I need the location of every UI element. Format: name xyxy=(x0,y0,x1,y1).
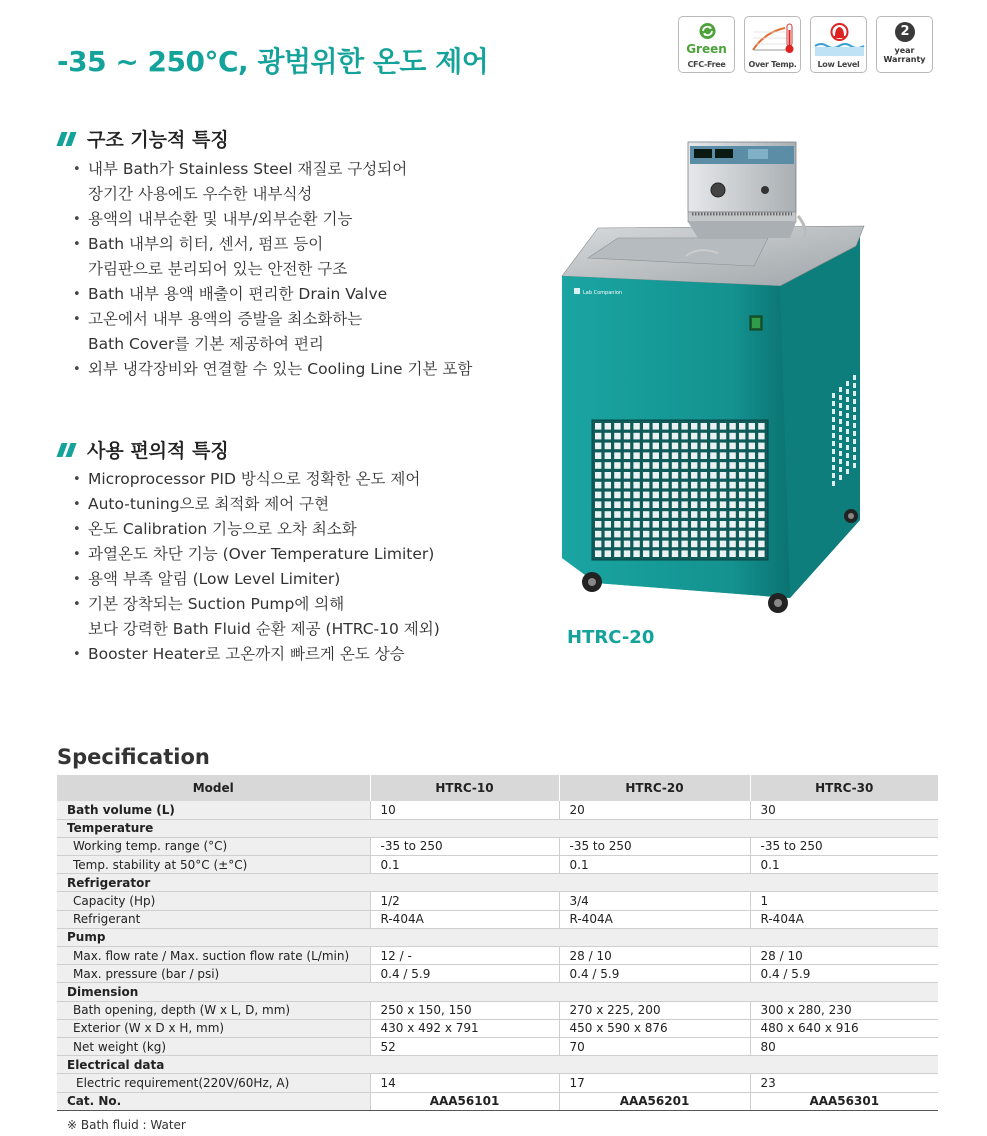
feature-item xyxy=(70,307,472,357)
feature-item xyxy=(70,357,472,382)
feature-item xyxy=(70,642,440,667)
feature-item xyxy=(70,282,472,307)
feature-text: • 온도 Calibration 기능으로 오차 최소화 xyxy=(88,520,357,538)
spec-row-label: Temperature xyxy=(57,819,938,837)
feature-item xyxy=(70,542,440,567)
spec-row xyxy=(57,837,938,855)
spec-row-label: Bath opening, depth (W x L, D, mm) xyxy=(57,1001,370,1019)
spec-cell: -35 to 250 xyxy=(750,837,938,855)
spec-row-label: Exterior (W x D x H, mm) xyxy=(57,1019,370,1037)
spec-cell: 80 xyxy=(750,1037,938,1055)
spec-row-label: Dimension xyxy=(57,983,938,1001)
warranty-line2: Warranty xyxy=(883,55,926,64)
feature-text: • Microprocessor PID 방식으로 정확한 온도 제어 xyxy=(88,470,421,488)
section-convenience-title-text: 사용 편의적 특징 xyxy=(87,440,229,462)
structural-features-list xyxy=(70,157,472,382)
spec-cell: 30 xyxy=(750,801,938,819)
feature-text: • Bath 내부의 히터, 센서, 펌프 등이 xyxy=(88,235,324,253)
spec-cell: 480 x 640 x 916 xyxy=(750,1019,938,1037)
spec-row xyxy=(57,801,938,819)
spec-cell: -35 to 250 xyxy=(559,837,750,855)
spec-row xyxy=(57,892,938,910)
spec-cell: 17 xyxy=(559,1074,750,1092)
feature-text: 가림판으로 분리되어 있는 안전한 구조 xyxy=(88,260,348,278)
section-convenience-title xyxy=(57,436,229,463)
spec-cell: -35 to 250 xyxy=(370,837,559,855)
spec-footnote: ※ Bath fluid : Water xyxy=(67,1118,186,1132)
feature-item xyxy=(70,492,440,517)
badge-green-label: CFC-Free xyxy=(687,60,726,69)
feature-item xyxy=(70,517,440,542)
spec-cell: R-404A xyxy=(750,910,938,928)
spec-row-label: Electrical data xyxy=(57,1056,938,1074)
spec-cell: 0.4 / 5.9 xyxy=(750,965,938,983)
feature-text: • 외부 냉각장비와 연결할 수 있는 Cooling Line 기본 포함 xyxy=(88,360,473,378)
spec-row xyxy=(57,965,938,983)
spec-row xyxy=(57,1074,938,1092)
feature-item xyxy=(70,592,440,642)
spec-cell: 28 / 10 xyxy=(559,947,750,965)
feature-text: 보다 강력한 Bath Fluid 순환 제공 (HTRC-10 제외) xyxy=(88,620,440,638)
spec-row xyxy=(57,856,938,874)
badge-green-cfc-free xyxy=(678,16,735,73)
spec-col-htrc30: HTRC-30 xyxy=(750,775,938,801)
spec-row xyxy=(57,910,938,928)
spec-cell: AAA56301 xyxy=(750,1092,938,1110)
spec-cell: 250 x 150, 150 xyxy=(370,1001,559,1019)
spec-cell: 10 xyxy=(370,801,559,819)
spec-col-model: Model xyxy=(57,775,370,801)
spec-row-label: Max. flow rate / Max. suction flow rate (L/min) xyxy=(57,947,370,965)
feature-text: 장기간 사용에도 우수한 내부식성 xyxy=(88,185,313,203)
spec-col-htrc20: HTRC-20 xyxy=(559,775,750,801)
spec-cell: 20 xyxy=(559,801,750,819)
spec-cell: 1 xyxy=(750,892,938,910)
spec-cell: 14 xyxy=(370,1074,559,1092)
badge-low-level-label: Low Level xyxy=(817,60,860,69)
section-structural-title-text: 구조 기능적 특징 xyxy=(87,129,229,151)
section-marker-icon xyxy=(57,443,77,457)
spec-cell: 0.1 xyxy=(559,856,750,874)
spec-cell: 300 x 280, 230 xyxy=(750,1001,938,1019)
convenience-features-list xyxy=(70,467,440,667)
spec-cell: 0.4 / 5.9 xyxy=(559,965,750,983)
spec-row-label: Refrigerant xyxy=(57,910,370,928)
spec-row xyxy=(57,1001,938,1019)
feature-text: • Bath 내부 용액 배출이 편리한 Drain Valve xyxy=(88,285,388,303)
feature-text: • 내부 Bath가 Stainless Steel 재질로 구성되어 xyxy=(88,160,408,178)
warranty-text xyxy=(877,46,932,64)
feature-text: Bath Cover를 기본 제공하여 편리 xyxy=(88,335,324,353)
spec-cell: 1/2 xyxy=(370,892,559,910)
spec-row xyxy=(57,874,938,892)
spec-cell: R-404A xyxy=(559,910,750,928)
spec-row-label: Refrigerator xyxy=(57,874,938,892)
spec-row xyxy=(57,1037,938,1055)
feature-text: • 용액 부족 알림 (Low Level Limiter) xyxy=(88,570,341,588)
spec-row-label: Net weight (kg) xyxy=(57,1037,370,1055)
feature-text: • 기본 장착되는 Suction Pump에 의해 xyxy=(88,595,345,613)
feature-item xyxy=(70,232,472,282)
spec-row xyxy=(57,947,938,965)
spec-cell: 23 xyxy=(750,1074,938,1092)
feature-item xyxy=(70,567,440,592)
feature-badges xyxy=(678,16,933,73)
feature-text: • 용액의 내부순환 및 내부/외부순환 기능 xyxy=(88,210,353,228)
warranty-line1: year xyxy=(894,46,915,55)
spec-cell: AAA56101 xyxy=(370,1092,559,1110)
section-marker-icon xyxy=(57,132,77,146)
section-structural-title xyxy=(57,125,229,152)
spec-row-label: Electric requirement(220V/60Hz, A) xyxy=(57,1074,370,1092)
spec-cell: 430 x 492 x 791 xyxy=(370,1019,559,1037)
spec-row xyxy=(57,983,938,1001)
spec-cell: 450 x 590 x 876 xyxy=(559,1019,750,1037)
feature-item xyxy=(70,157,472,207)
spec-cell: R-404A xyxy=(370,910,559,928)
spec-cell: 70 xyxy=(559,1037,750,1055)
page-headline: -35 ~ 250°C, 광범위한 온도 제어 xyxy=(57,45,489,78)
spec-title: Specification xyxy=(57,745,210,769)
badge-over-temp xyxy=(744,16,801,73)
feature-text: • 과열온도 차단 기능 (Over Temperature Limiter) xyxy=(88,545,435,563)
spec-col-htrc10: HTRC-10 xyxy=(370,775,559,801)
spec-cell: 0.1 xyxy=(750,856,938,874)
spec-row-label: Temp. stability at 50°C (±°C) xyxy=(57,856,370,874)
spec-cell: 0.1 xyxy=(370,856,559,874)
spec-cell: 270 x 225, 200 xyxy=(559,1001,750,1019)
spec-row-label: Pump xyxy=(57,928,938,946)
spec-cell: 3/4 xyxy=(559,892,750,910)
spec-cell: 28 / 10 xyxy=(750,947,938,965)
product-brand-text: Lab Companion xyxy=(583,290,623,296)
spec-row-label: Cat. No. xyxy=(57,1092,370,1110)
feature-text: • 고온에서 내부 용액의 증발을 최소화하는 xyxy=(88,310,363,328)
spec-row xyxy=(57,928,938,946)
spec-cell: 52 xyxy=(370,1037,559,1055)
spec-row xyxy=(57,1056,938,1074)
badge-warranty xyxy=(876,16,933,73)
spec-row-label: Bath volume (L) xyxy=(57,801,370,819)
badge-over-temp-label: Over Temp. xyxy=(748,60,797,69)
spec-row-label: Working temp. range (°C) xyxy=(57,837,370,855)
badge-green-title: Green xyxy=(686,42,727,56)
spec-table xyxy=(57,775,938,1111)
spec-row xyxy=(57,1092,938,1110)
spec-header-row xyxy=(57,775,938,801)
spec-row-label: Capacity (Hp) xyxy=(57,892,370,910)
spec-cell: 0.4 / 5.9 xyxy=(370,965,559,983)
spec-cell: 12 / - xyxy=(370,947,559,965)
product-model-label: HTRC-20 xyxy=(567,627,655,648)
spec-row xyxy=(57,819,938,837)
spec-row xyxy=(57,1019,938,1037)
feature-text: • Auto-tuning으로 최적화 제어 구현 xyxy=(88,495,330,513)
thermometer-icon xyxy=(745,20,800,56)
spec-cell: AAA56201 xyxy=(559,1092,750,1110)
feature-item xyxy=(70,207,472,232)
spec-row-label: Max. pressure (bar / psi) xyxy=(57,965,370,983)
product-image xyxy=(558,138,868,618)
badge-low-level xyxy=(810,16,867,73)
feature-text: • Booster Heater로 고온까지 빠르게 온도 상승 xyxy=(88,645,405,663)
alarm-bell-icon xyxy=(811,20,866,56)
feature-item xyxy=(70,467,440,492)
warranty-number: 2 xyxy=(895,22,915,42)
